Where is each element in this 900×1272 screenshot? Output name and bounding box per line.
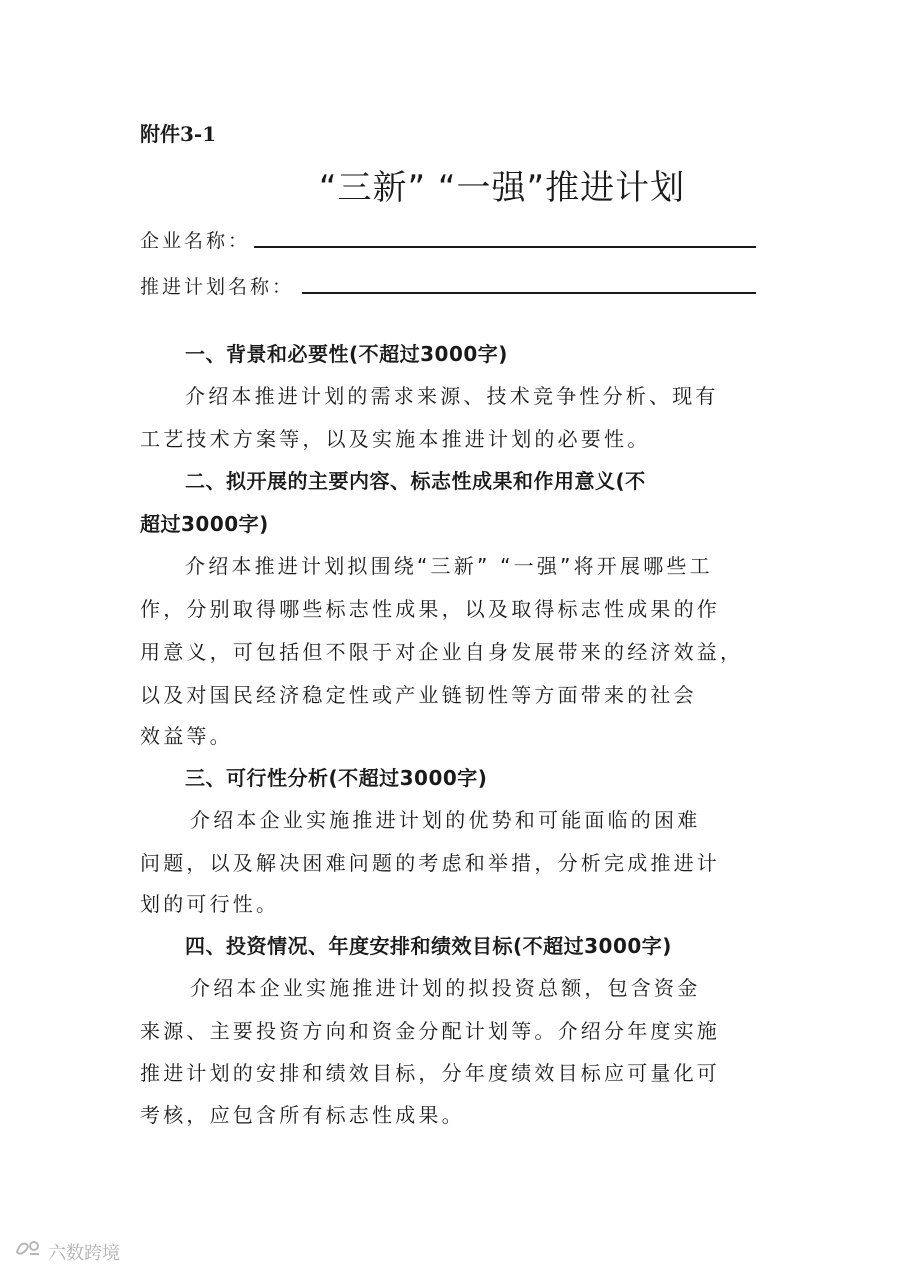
section-4-line: 介绍本企业实施推进计划的拟投资总额，包含资金 — [190, 976, 701, 1000]
company-name-blank[interactable] — [254, 246, 756, 248]
section-4-line: 考核，应包含所有标志性成果。 — [140, 1103, 465, 1127]
section-2-heading-cont: 超过3000字) — [140, 512, 269, 536]
section-2-line: 以及对国民经济稳定性或产业链韧性等方面带来的社会 — [140, 683, 697, 707]
watermark — [14, 1238, 120, 1265]
section-4-line: 推进计划的安排和绩效目标，分年度绩效目标应可量化可 — [140, 1061, 720, 1085]
company-name-label: 企业名称： — [140, 230, 251, 252]
section-1-line: 介绍本推进计划的需求来源、技术竞争性分析、现有 — [185, 384, 719, 408]
brand-logo-icon — [14, 1238, 42, 1265]
page-title: “三新” “一强”推进计划 — [318, 168, 686, 208]
section-2-line: 效益等。 — [140, 724, 233, 748]
section-3-line: 问题，以及解决困难问题的考虑和举措，分析完成推进计 — [140, 851, 720, 875]
section-2-line: 用意义，可包括但不限于对企业自身发展带来的经济效益， — [140, 640, 744, 664]
section-3-line: 介绍本企业实施推进计划的优势和可能面临的困难 — [190, 808, 701, 832]
section-3-line: 划的可行性。 — [140, 892, 280, 916]
section-4-heading: 四、投资情况、年度安排和绩效目标(不超过3000字) — [185, 934, 672, 958]
section-2-line: 介绍本推进计划拟围绕“三新” “一强”将开展哪些工 — [185, 554, 713, 578]
plan-name-blank[interactable] — [302, 292, 756, 294]
plan-name-label: 推进计划名称： — [140, 276, 295, 298]
attachment-label: 附件3-1 — [140, 122, 217, 146]
section-2-heading: 二、拟开展的主要内容、标志性成果和作用意义(不 — [185, 469, 646, 493]
watermark-text: 六数跨境 — [48, 1242, 120, 1264]
section-1-line: 工艺技术方案等，以及实施本推进计划的必要性。 — [140, 427, 651, 451]
section-2-line: 作，分别取得哪些标志性成果，以及取得标志性成果的作 — [140, 597, 720, 621]
section-1-heading: 一、背景和必要性(不超过3000字) — [185, 342, 508, 366]
section-3-heading: 三、可行性分析(不超过3000字) — [185, 766, 488, 790]
section-4-line: 来源、主要投资方向和资金分配计划等。介绍分年度实施 — [140, 1019, 720, 1043]
